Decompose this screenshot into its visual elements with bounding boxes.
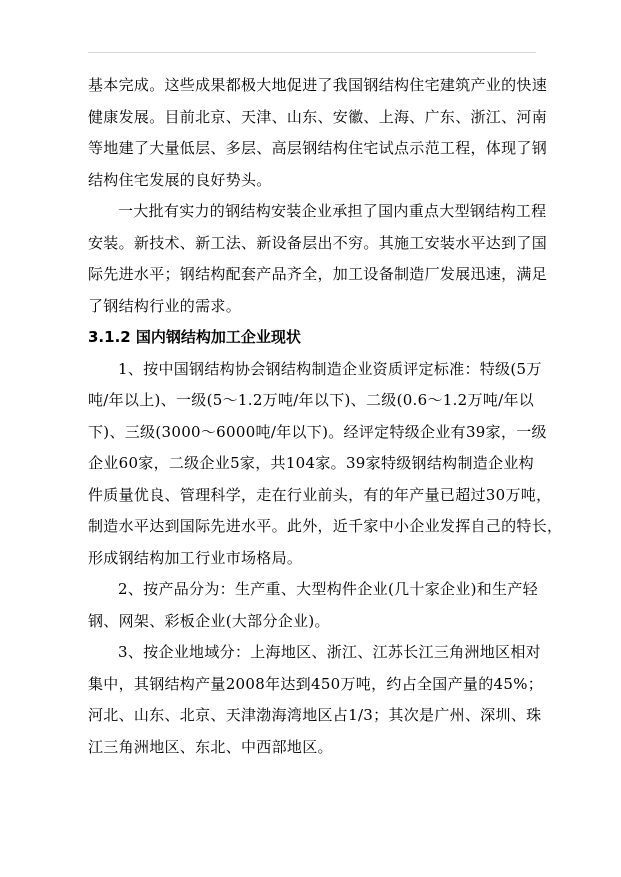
document-body <box>88 70 563 763</box>
text-line: 件质量优良、管理科学，走在行业前头，有的年产量已超过30万吨， <box>88 485 552 504</box>
text-line: 形成钢结构加工行业市场格局。 <box>88 548 303 567</box>
text-line: 集中，其钢结构产量2008年达到450万吨，约占全国产量的45%； <box>88 674 544 693</box>
text-line: 了钢结构行业的需求。 <box>88 296 242 315</box>
text-line: 际先进水平；钢结构配套产品齐全，加工设备制造厂发展迅速，满足 <box>88 265 548 283</box>
text-line: 一大批有实力的钢结构安装企业承担了国内重点大型钢结构工程 <box>118 202 547 220</box>
header-rule <box>88 52 536 53</box>
text-line: 结构住宅发展的良好势头。 <box>88 170 272 189</box>
paragraph-installation <box>88 196 548 322</box>
text-line: 制造水平达到国际先进水平。此外，近千家中小企业发挥自己的特长， <box>88 517 563 535</box>
paragraph-products <box>88 574 538 637</box>
paragraph-continuation <box>88 70 548 196</box>
text-line: 企业60家，二级企业5家，共104家。39家特级钢结构制造企业构 <box>88 454 534 472</box>
paragraph-regions <box>88 637 544 763</box>
text-line: 下)、三级(3000～6000吨/年以下)。经评定特级企业有39家，一级 <box>88 422 547 441</box>
section-heading: 3.1.2 国内钢结构加工企业现状 <box>88 328 301 346</box>
text-line: 基本完成。这些成果都极大地促进了我国钢结构住宅建筑产业的快速 <box>88 76 548 94</box>
text-line: 1、按中国钢结构协会钢结构制造企业资质评定标准：特级(5万 <box>118 359 542 378</box>
text-line: 2、按产品分为：生产重、大型构件企业(几十家企业)和生产轻 <box>118 580 538 598</box>
text-line: 3、按企业地域分：上海地区、浙江、江苏长江三角洲地区相对 <box>118 643 541 661</box>
text-line: 安装。新技术、新工法、新设备层出不穷。其施工安装水平达到了国 <box>88 233 548 252</box>
text-line: 吨/年以上)、一级(5～1.2万吨/年以下)、二级(0.6～1.2万吨/年以 <box>88 391 535 409</box>
text-line: 江三角洲地区、东北、中西部地区。 <box>88 737 333 756</box>
paragraph-qualification <box>88 354 563 575</box>
text-line: 等地建了大量低层、多层、高层钢结构住宅试点示范工程，体现了钢 <box>88 139 548 157</box>
text-line: 钢、网架、彩板企业(大部分企业)。 <box>88 611 330 630</box>
text-line: 河北、山东、北京、天津渤海湾地区占1/3；其次是广州、深圳、珠 <box>88 706 542 724</box>
text-line: 健康发展。目前北京、天津、山东、安徽、上海、广东、浙江、河南 <box>88 107 548 126</box>
